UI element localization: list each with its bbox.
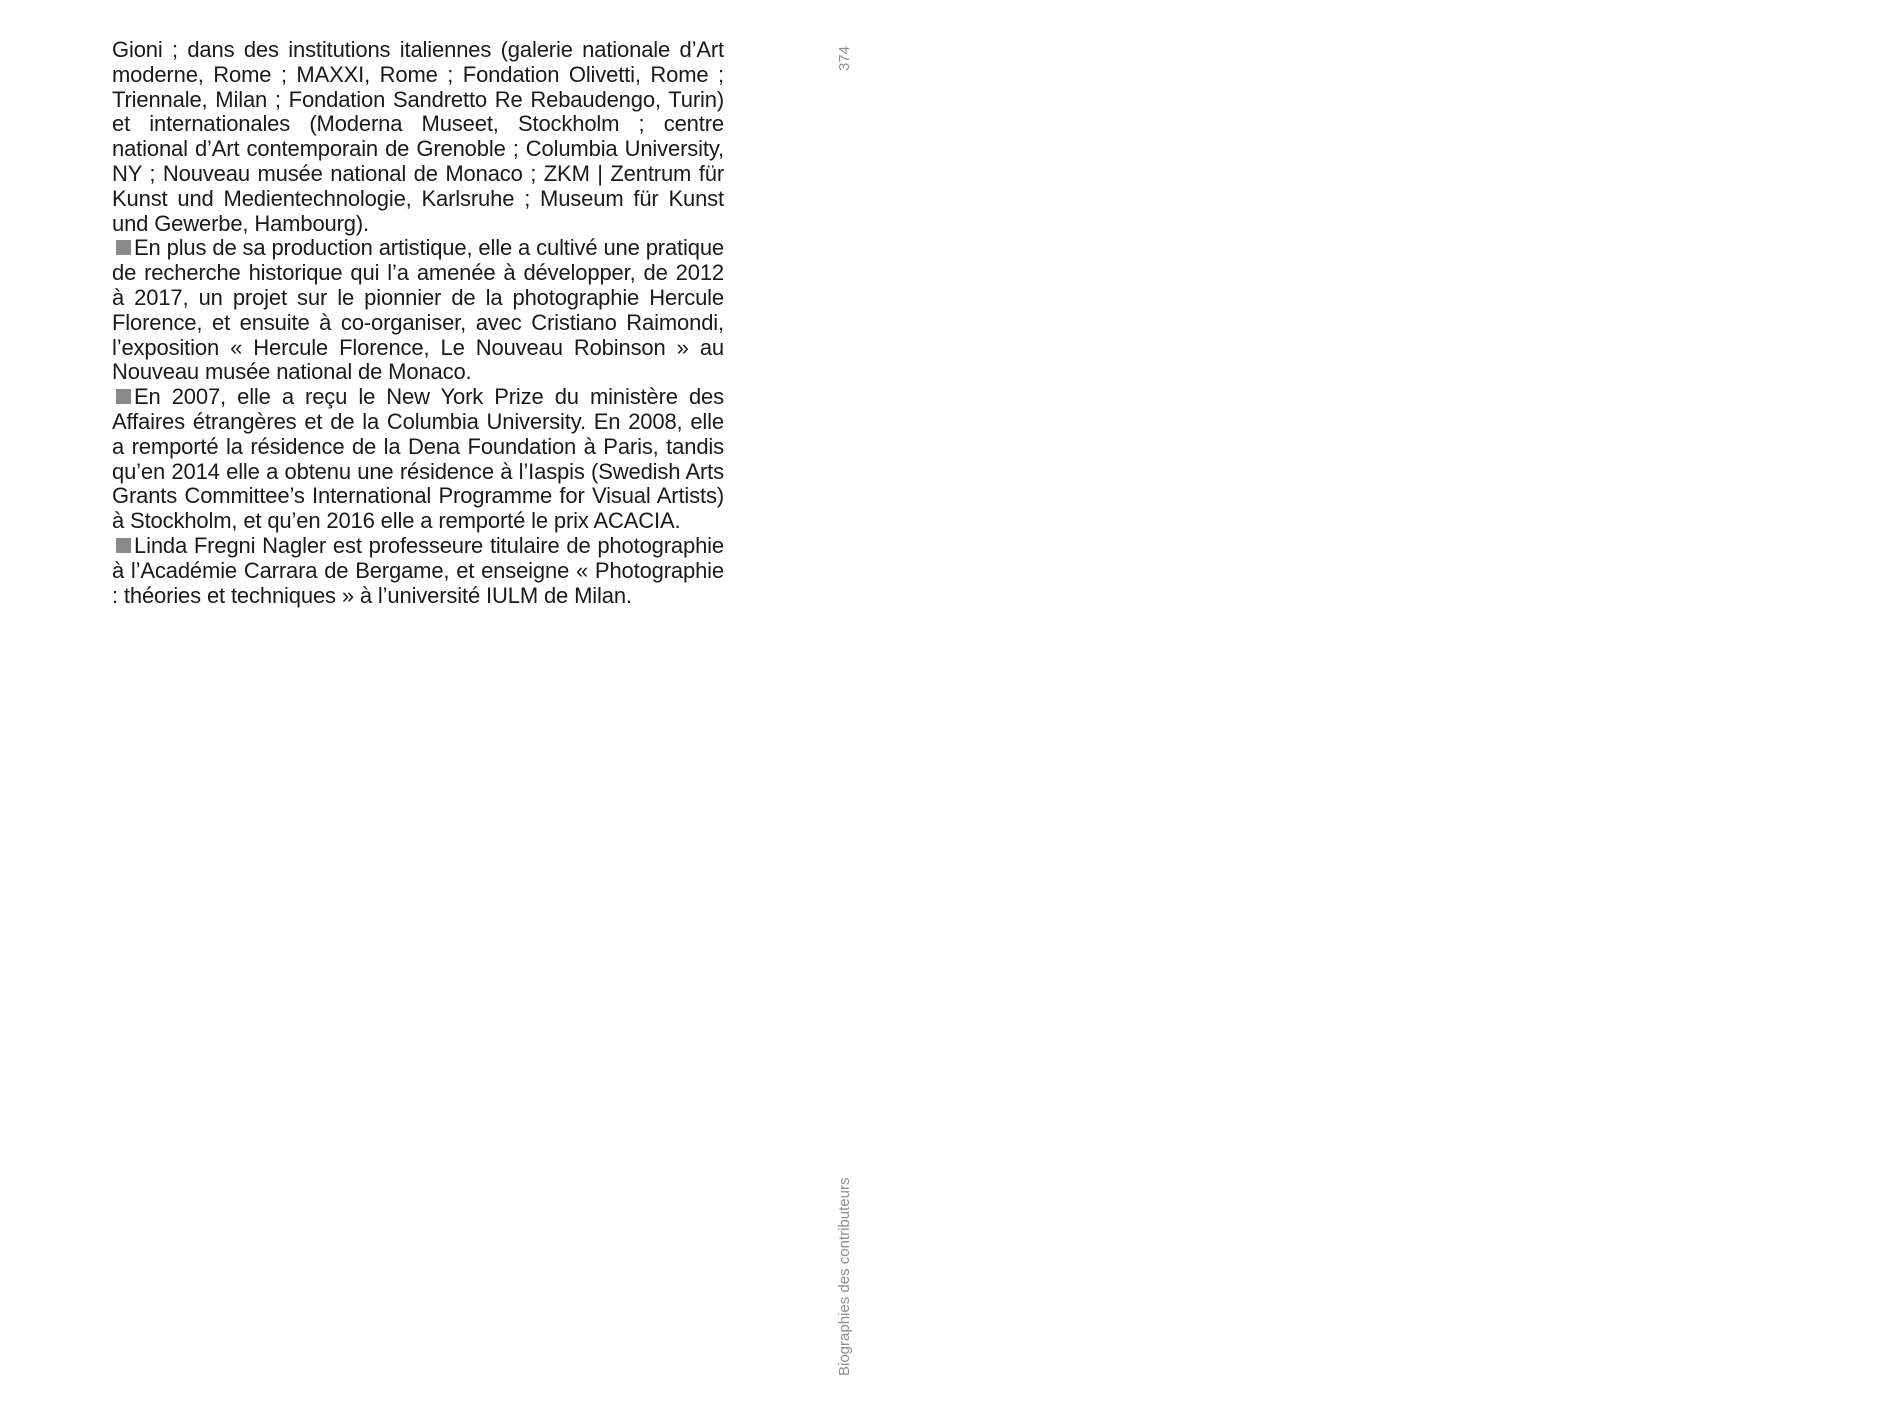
body-paragraph — [112, 385, 724, 534]
page-number: 374 — [836, 46, 853, 72]
paragraph-text: En 2007, elle a reçu le New York Prize du ministère des Affaires étrangères et de la Columbia University. En 2008, elle a remporté la résidence de la Dena Foundation à Paris, tandis qu’en 2014 elle a obtenu une résidence à l’Iaspis (Swedish Arts Grants Committee’s International Programme for Visual Artists) à Stockholm, et qu’en 2016 elle a remporté le prix ACACIA. — [112, 384, 724, 534]
paragraph-marker-icon — [116, 240, 131, 255]
paragraph-text: Gioni ; dans des institutions italiennes (galerie nationale d’Art moderne, Rome ; MAXXI, Rome ; Fondation Olivetti, Rome ; Triennale, Milan ; Fondation Sandretto Re Rebaudengo, Turin) et internationales (Moderna Museet, Stockholm ; centre national d’Art contemporain de Grenoble ; Columbia University, NY ; Nouveau musée national de Monaco ; ZKM | Zentrum für Kunst und Medientechnologie, Karlsruhe ; Museum für Kunst und Gewerbe, Hambourg). — [112, 37, 724, 236]
running-footer: Biographies des contributeurs — [836, 1177, 853, 1376]
biography-text-column — [112, 38, 724, 608]
paragraph-marker-icon — [116, 538, 131, 553]
body-paragraph — [112, 236, 724, 385]
paragraph-text: En plus de sa production artistique, elle a cultivé une pratique de recherche historique qui l’a amenée à développer, de 2012 à 2017, un projet sur le pionnier de la photographie Hercule Florence, et ensuite à co-organiser, avec Cristiano Raimondi, l’exposition « Hercule Florence, Le Nouveau Robinson » au Nouveau musée national de Monaco. — [112, 235, 724, 385]
body-paragraph — [112, 534, 724, 608]
paragraph-marker-icon — [116, 389, 131, 404]
body-paragraph — [112, 38, 724, 236]
paragraph-text: Linda Fregni Nagler est professeure titulaire de photographie à l’Académie Carrara de Bergame, et enseigne « Photographie : théories et techniques » à l’université IULM de Milan. — [112, 532, 724, 608]
